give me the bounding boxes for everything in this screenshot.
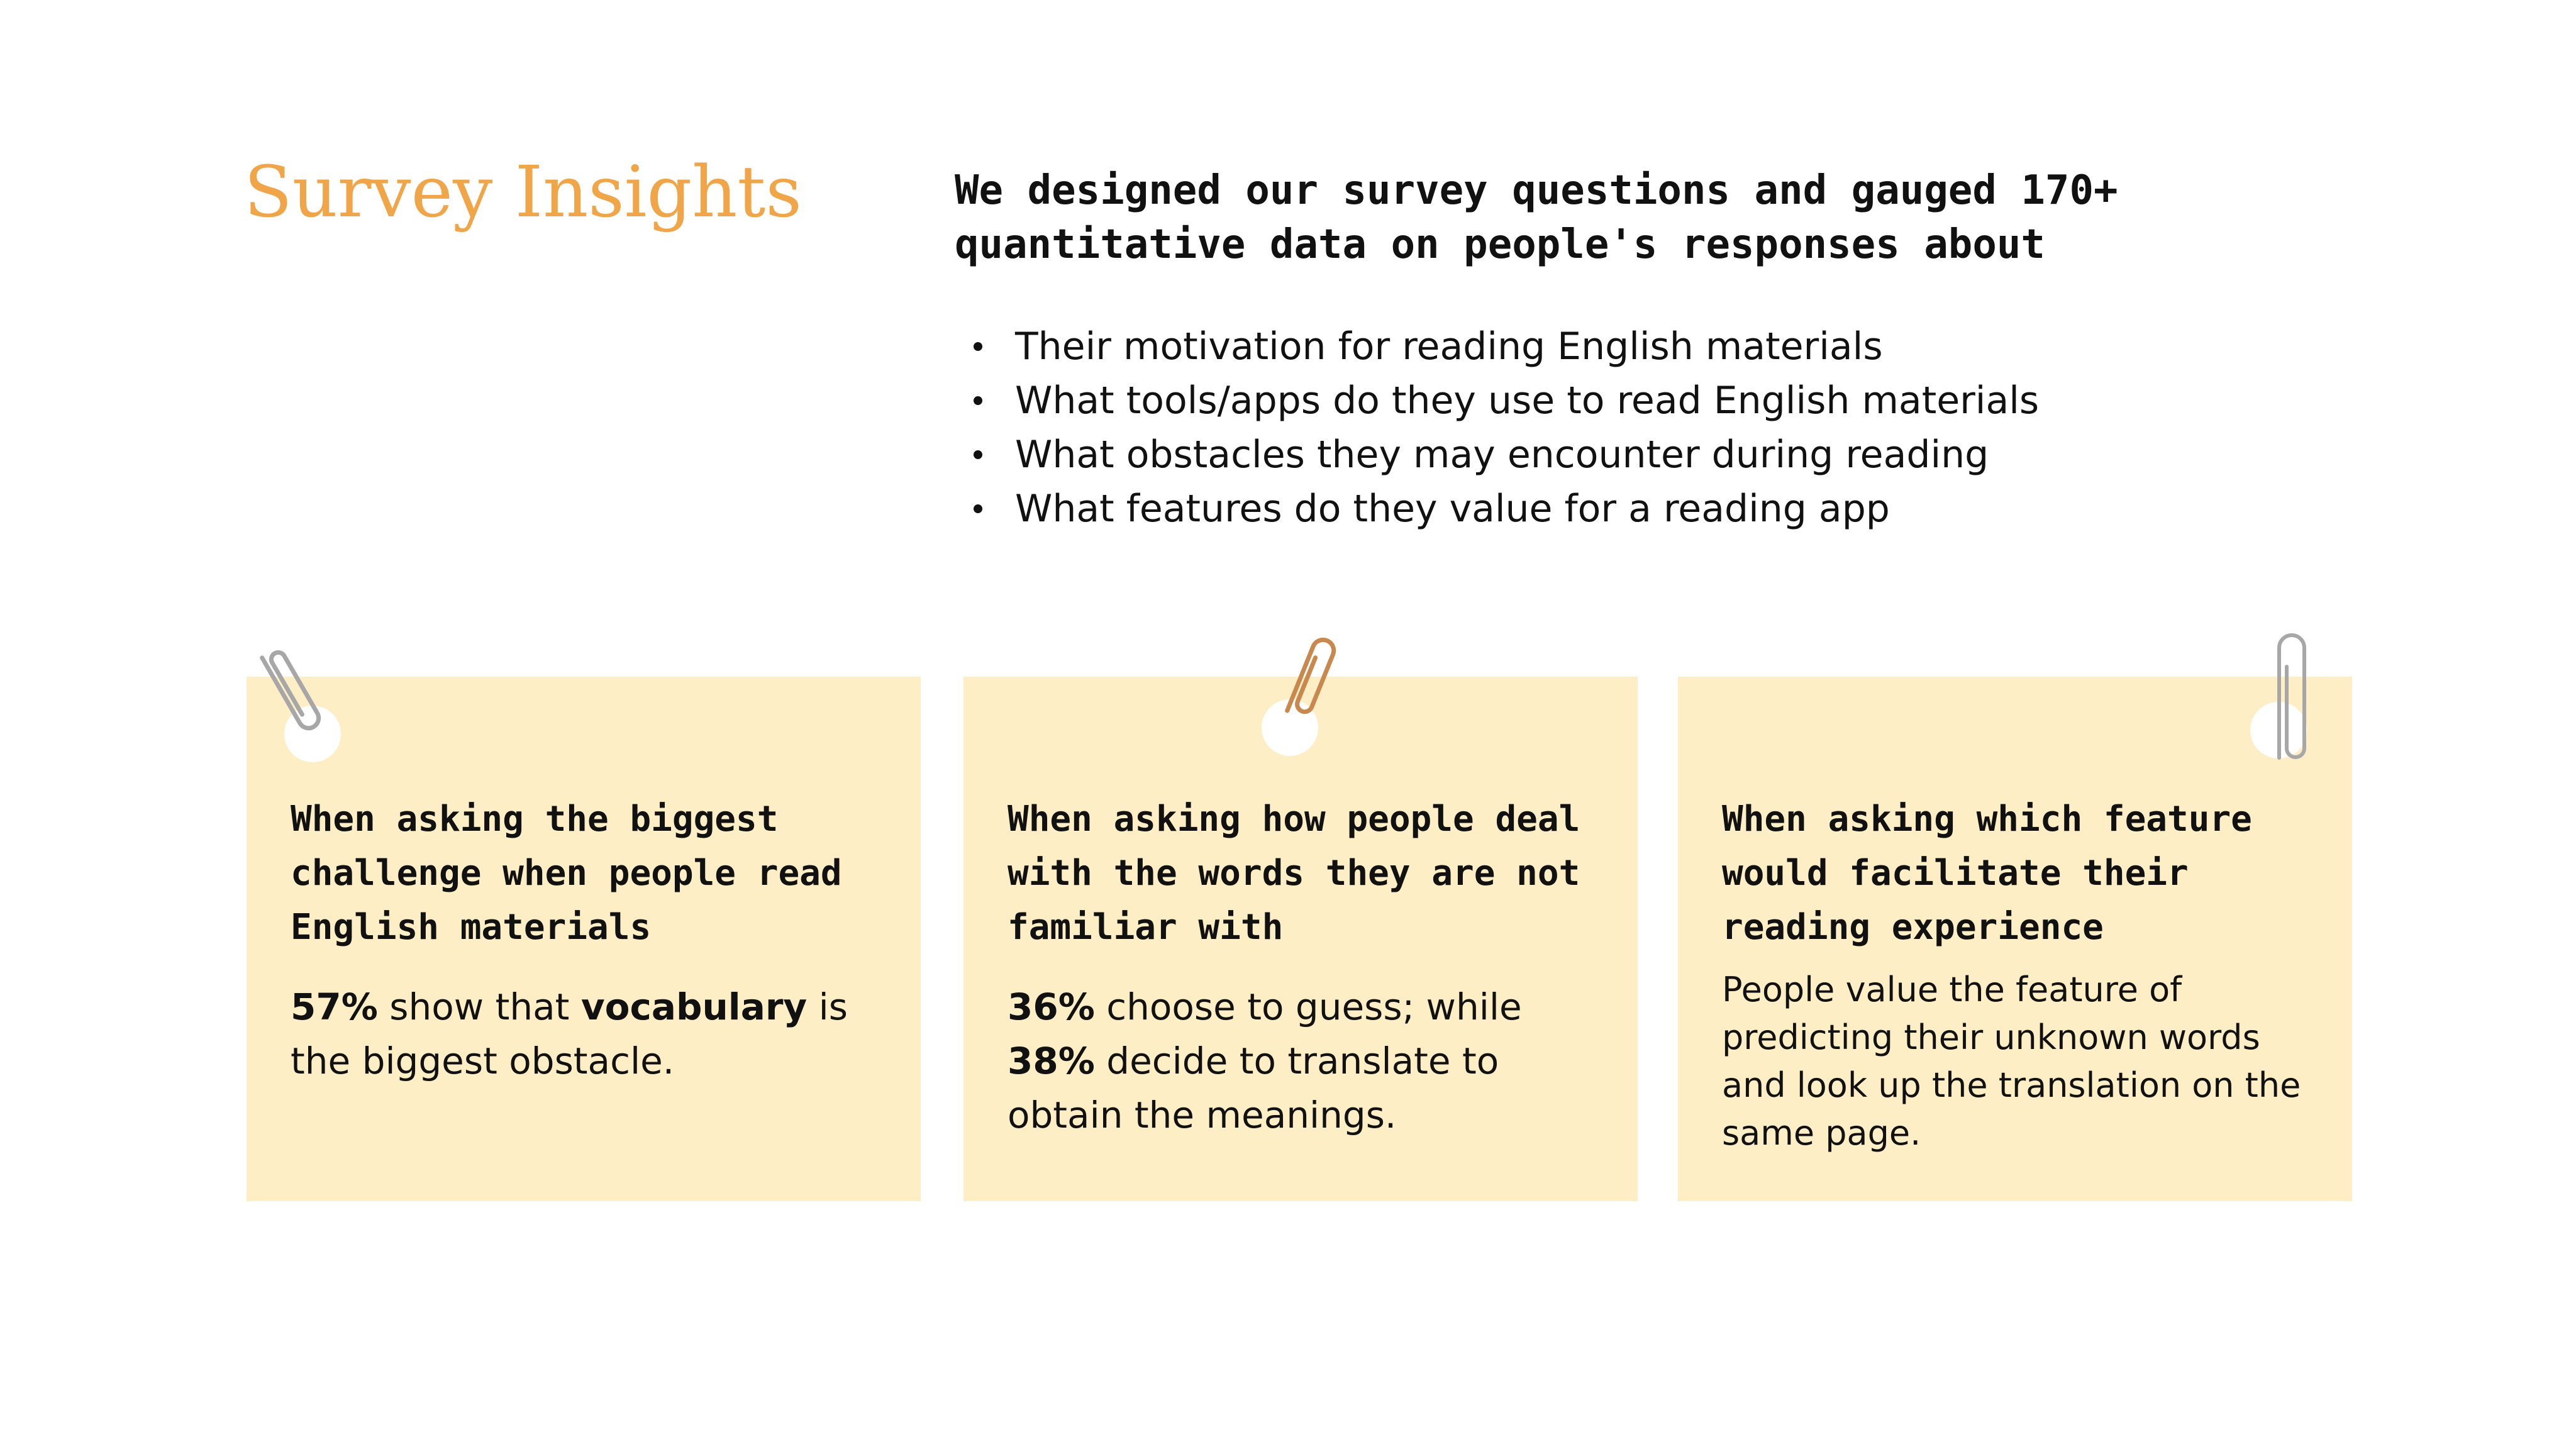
insight-card-features [1678, 677, 2352, 1201]
card-heading: When asking which feature would facilitate their reading experience [1722, 799, 2252, 948]
card-body-text: show that [377, 985, 581, 1028]
list-item [955, 428, 2338, 482]
topic-list [955, 319, 2338, 536]
list-item [955, 482, 2338, 536]
page-title: Survey Insights [244, 152, 802, 233]
intro-text: We designed our survey questions and gauged 170+ quantitative data on people's responses about [955, 167, 2118, 268]
card-body: People value the feature of predicting their unknown words and look up the translation on the same page. [1722, 970, 2301, 1153]
bullet-dot-icon [974, 450, 982, 459]
insight-card-unfamiliar-words [963, 677, 1638, 1201]
paperclip-icon [244, 629, 338, 755]
card-body-text: is the biggest obstacle. [291, 985, 848, 1082]
list-item-text: What features do they value for a reading app [1015, 487, 1890, 531]
list-item [955, 374, 2338, 428]
bullet-dot-icon [974, 504, 982, 513]
highlight-word: vocabulary [580, 985, 808, 1028]
card-body [1008, 980, 1618, 1142]
card-heading: When asking how people deal with the words they are not familiar with [1008, 799, 1580, 948]
insight-card-vocabulary [247, 677, 921, 1201]
list-item-text: What obstacles they may encounter during reading [1015, 433, 1989, 477]
stat-value: 38% [1008, 1040, 1095, 1082]
card-body-text: choose to guess; while [1094, 985, 1522, 1028]
bullet-dot-icon [974, 342, 982, 351]
stat-value: 36% [1008, 985, 1095, 1028]
paperclip-icon [2264, 629, 2321, 767]
list-item [955, 319, 2338, 374]
list-item-text: What tools/apps do they use to read English materials [1015, 379, 2040, 423]
bullet-dot-icon [974, 396, 982, 405]
paperclip-icon [1264, 623, 1358, 723]
card-heading: When asking the biggest challenge when people read English materials [291, 799, 842, 948]
stat-value: 57% [291, 985, 378, 1028]
card-body [291, 980, 901, 1088]
list-item-text: Their motivation for reading English materials [1015, 325, 1883, 369]
card-body-text: decide to translate to obtain the meanings. [1008, 1040, 1499, 1136]
